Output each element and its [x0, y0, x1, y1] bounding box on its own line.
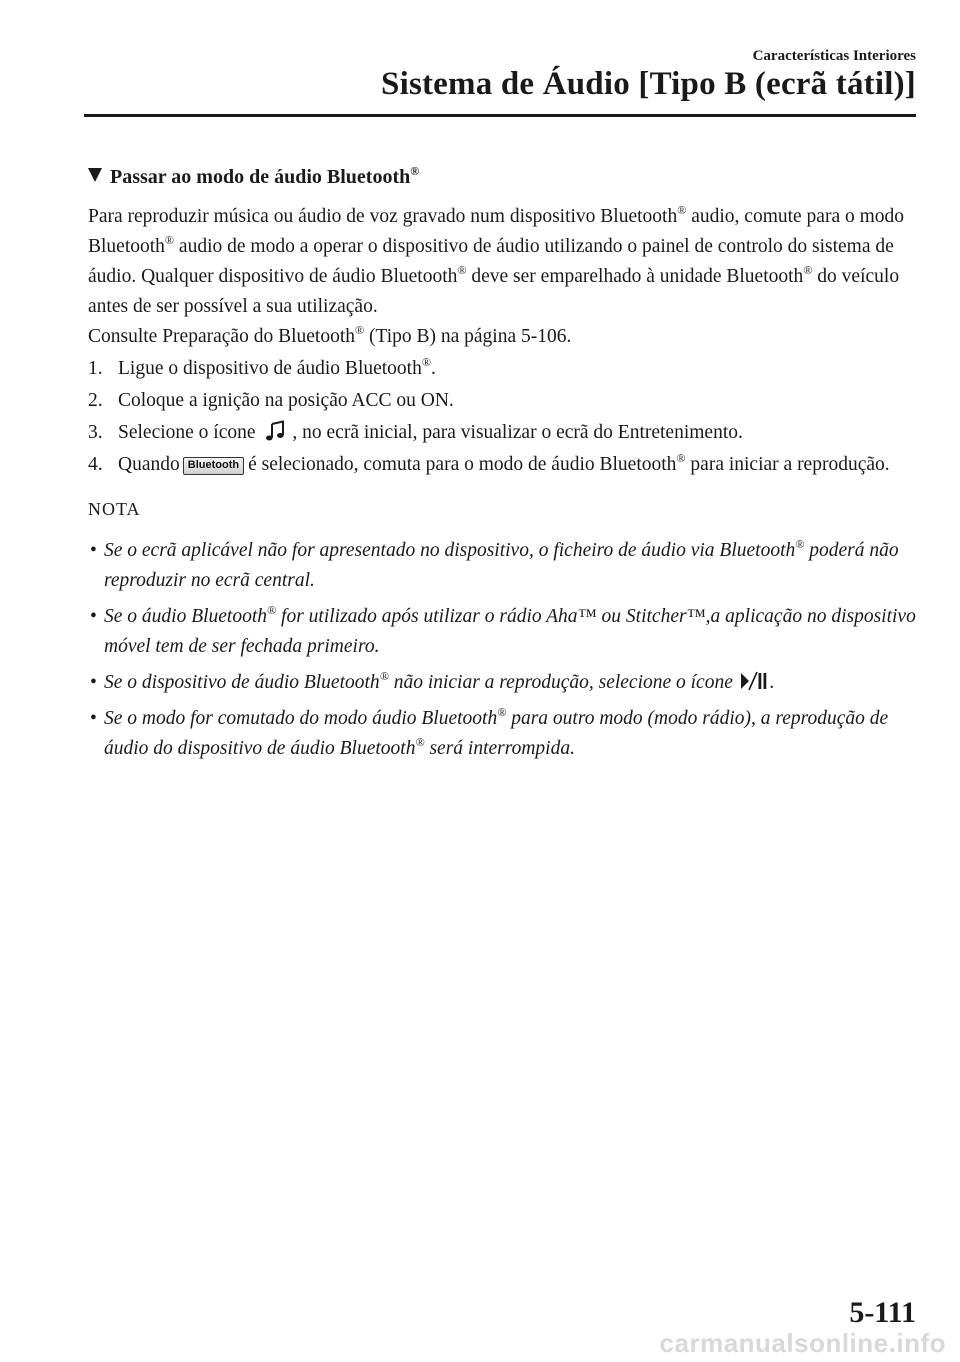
page-title: Sistema de Áudio [Tipo B (ecrã tátil)]: [381, 66, 916, 102]
watermark: carmanualsonline.info: [659, 1328, 946, 1358]
step-2: 2. Coloque a ignição na posição ACC ou ON.: [88, 390, 454, 411]
page-content: [88, 162, 918, 770]
music-note-icon: [263, 418, 289, 444]
note-item: • Se o áudio Bluetooth® for utilizado após utilizar o rádio Aha™ ou Stitcher™,a aplicação no dispositivo móvel tem de ser fechada primeiro.: [90, 603, 916, 657]
section-heading: Passar ao modo de áudio Bluetooth®: [88, 162, 918, 192]
intro-paragraph: Para reproduzir música ou áudio de voz gravado num dispositivo Bluetooth® audio, comute para o modo Bluetooth® audio de modo a operar o dispositivo de áudio utilizando o painel de controlo do sistema de áudio. Qualquer dispositivo de áudio Bluetooth® deve ser emparelhado à unidade Bluetooth® do veículo antes de ser possível a sua utilização.: [88, 203, 905, 317]
triangle-marker-icon: [88, 168, 102, 182]
reference-line: Consulte Preparação do Bluetooth® (Tipo B) na página 5-106.: [88, 323, 572, 347]
header-section: Características Interiores: [752, 48, 916, 64]
play-pause-icon: [740, 671, 768, 691]
note-item: • Se o modo for comutado do modo áudio Bluetooth® para outro modo (modo rádio), a reprodução de áudio do dispositivo de áudio Bluetooth® será interrompida.: [90, 705, 889, 759]
page-number: 5-111: [849, 1296, 916, 1329]
nota-label: NOTA: [88, 499, 141, 519]
note-item: • Se o ecrã aplicável não for apresentado no dispositivo, o ficheiro de áudio via Bluetooth® poderá não reproduzir no ecrã central.: [90, 537, 899, 591]
step-1: 1. Ligue o dispositivo de áudio Bluetooth®.: [88, 355, 436, 379]
steps-list: [88, 354, 918, 480]
step-4: 4. Quando Bluetooth é selecionado, comuta para o modo de áudio Bluetooth® para iniciar a reprodução.: [88, 451, 890, 475]
note-list: [88, 536, 918, 764]
note-item: • Se o dispositivo de áudio Bluetooth® não iniciar a reprodução, selecione o ícone .: [90, 669, 775, 693]
step-3: 3. Selecione o ícone , no ecrã inicial, para visualizar o ecrã do Entretenimento.: [88, 418, 918, 448]
header-rule: [84, 114, 916, 117]
bluetooth-button[interactable]: Bluetooth: [183, 457, 244, 475]
